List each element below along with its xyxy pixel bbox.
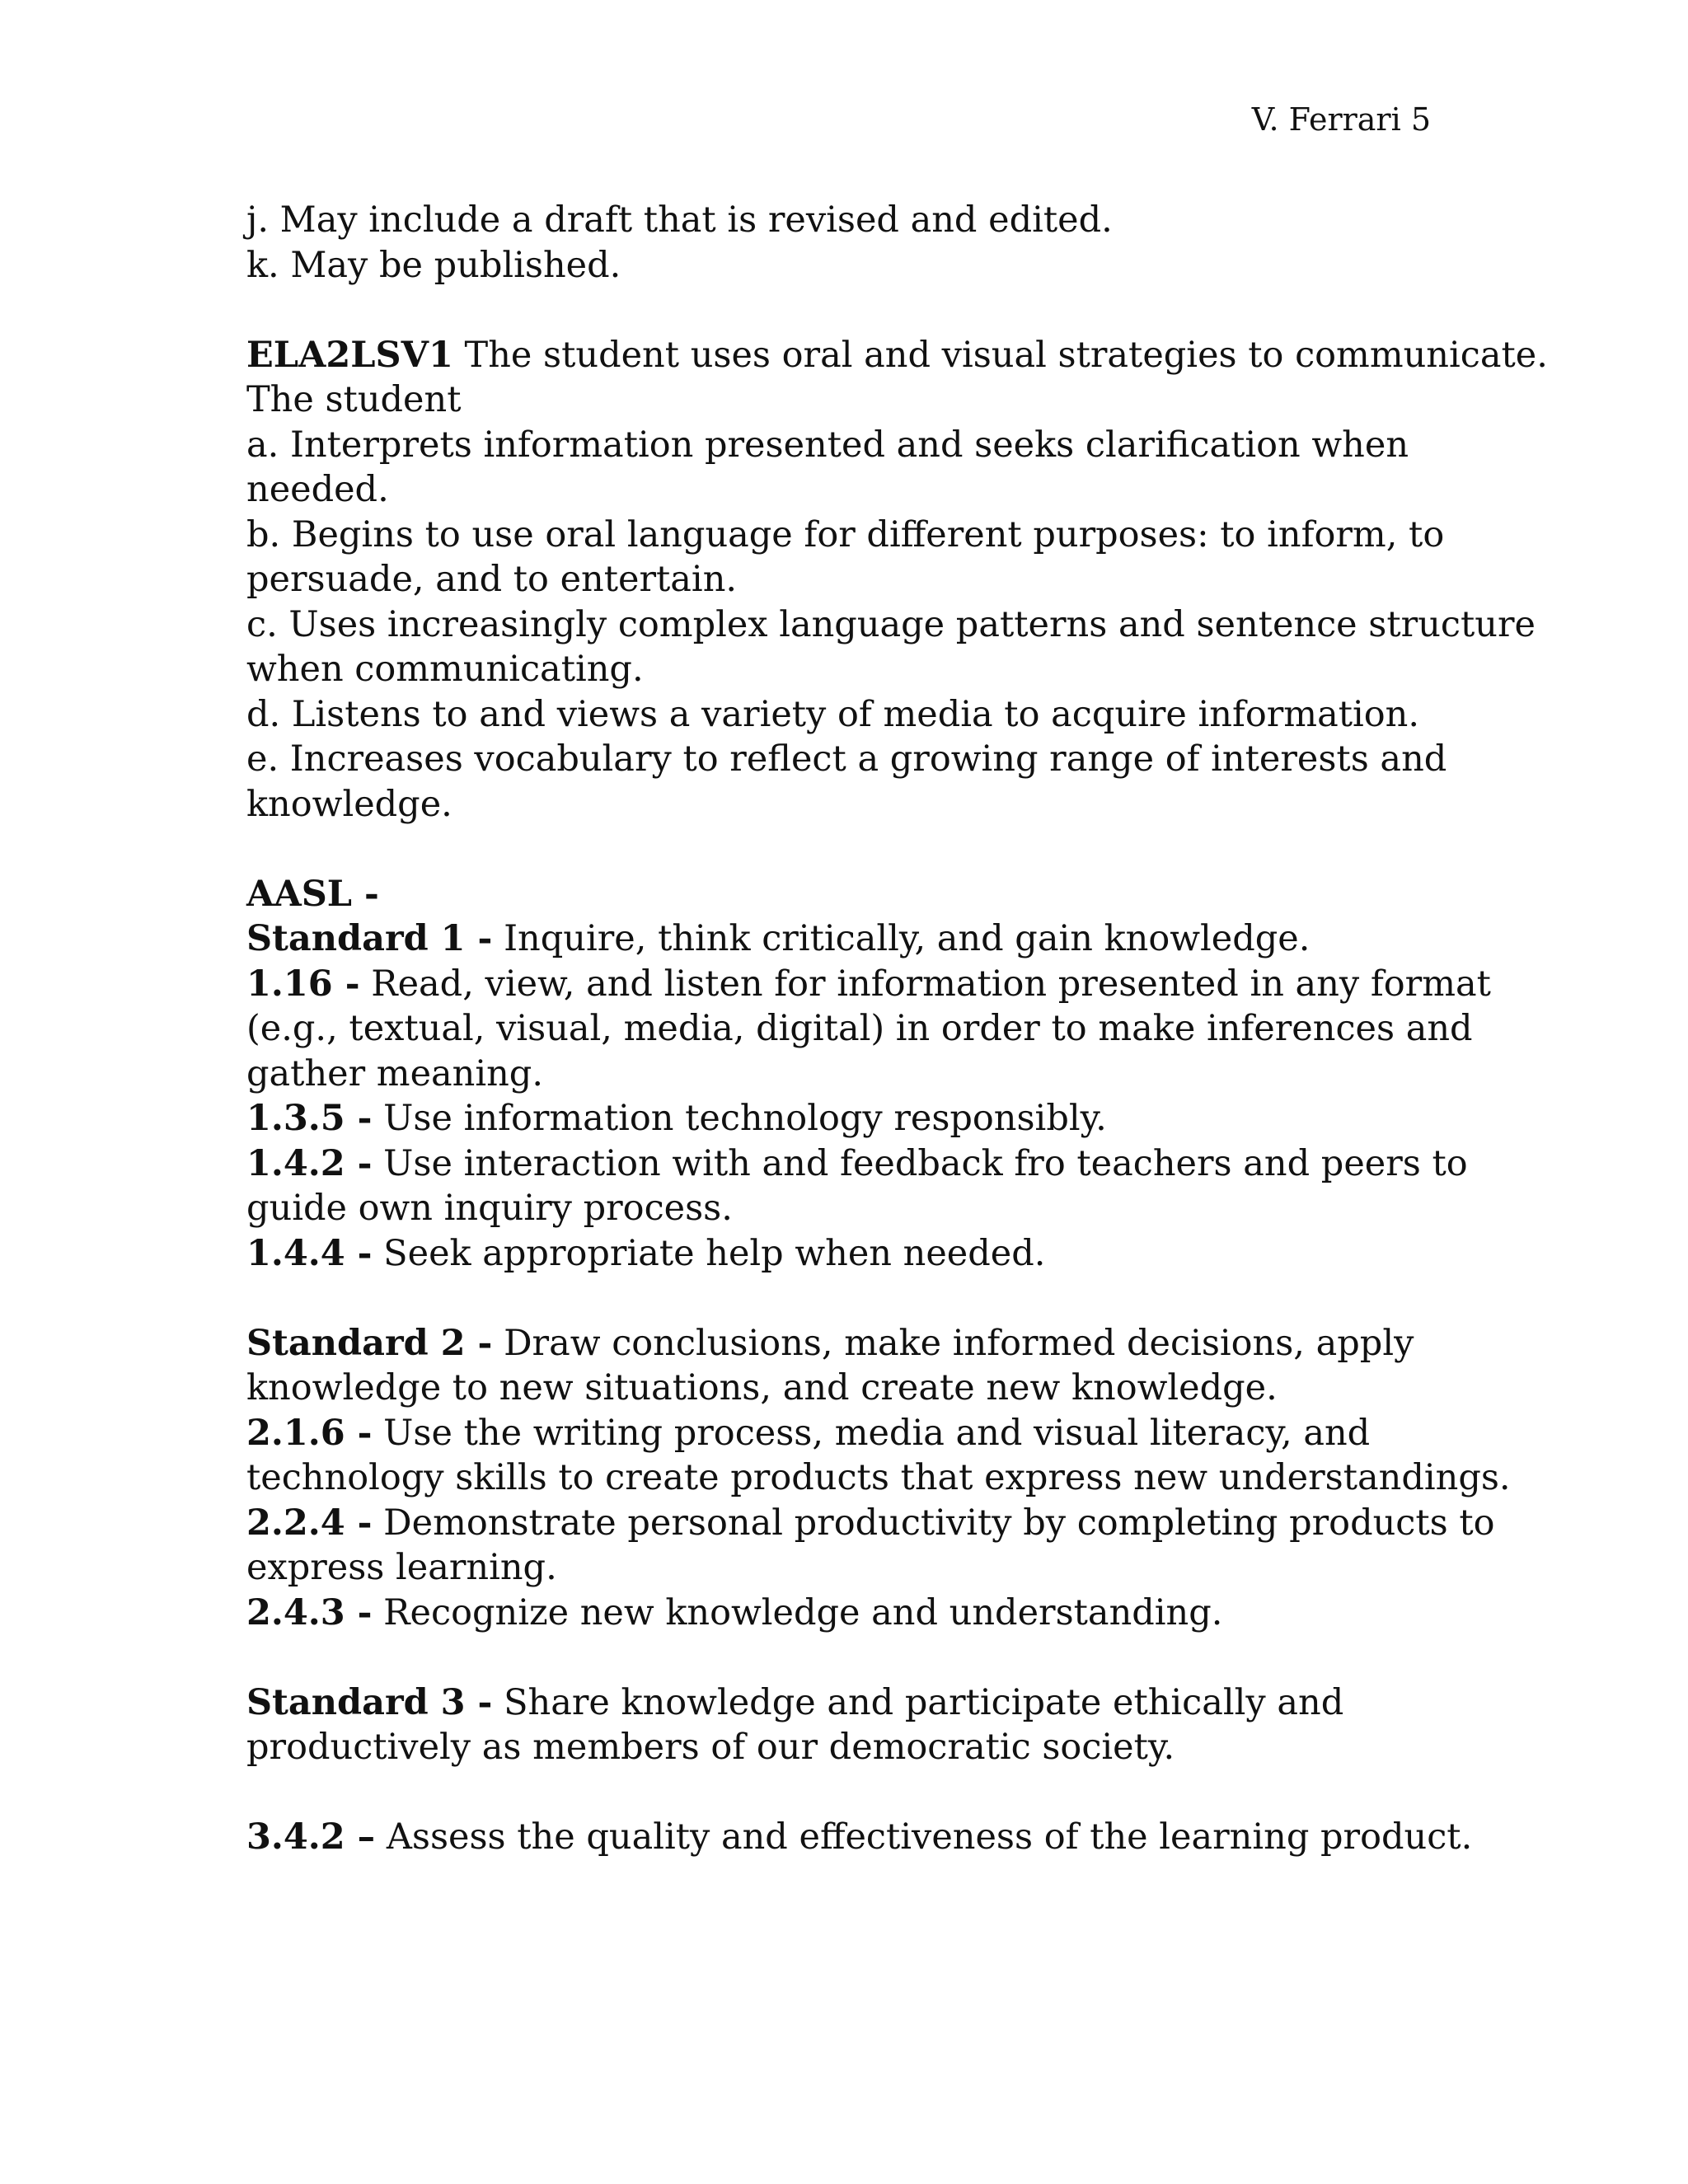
indicator-text: Use information technology responsibly. bbox=[372, 1098, 1107, 1139]
paragraph-gap bbox=[246, 1770, 1450, 1816]
aasl-heading-text: AASL - bbox=[246, 873, 379, 915]
indicator-1-4-4 bbox=[246, 1231, 1450, 1277]
indicator-text: Demonstrate personal productivity by completing products to bbox=[372, 1502, 1495, 1544]
standard-3-text: Share knowledge and participate ethically and bbox=[492, 1681, 1344, 1723]
list-item-j: j. May include a draft that is revised and edited. bbox=[246, 199, 1113, 241]
indicator-text: Assess the quality and effectiveness of the learning product. bbox=[375, 1816, 1473, 1858]
running-header: V. Ferrari 5 bbox=[1251, 101, 1431, 138]
indicator-code: 1.3.5 - bbox=[246, 1098, 373, 1139]
ela-intro-line-2: The student bbox=[246, 379, 462, 420]
ela-item-d: d. Listens to and views a variety of media to acquire information. bbox=[246, 693, 1419, 735]
indicator-1-16-cont: (e.g., textual, visual, media, digital) in order to make inferences and bbox=[246, 1008, 1473, 1049]
standard-1 bbox=[246, 916, 1450, 962]
ela-item-c: c. Uses increasingly complex language patterns and sentence structure bbox=[246, 603, 1536, 645]
paragraph-gap bbox=[246, 288, 1450, 333]
ela-item-e: e. Increases vocabulary to reflect a growing range of interests and bbox=[246, 738, 1447, 780]
indicator-code: 2.1.6 - bbox=[246, 1412, 373, 1454]
indicator-code: 3.4.2 – bbox=[246, 1816, 376, 1858]
standard-3-cont: productively as members of our democratic society. bbox=[246, 1727, 1175, 1768]
standard-1-text: Inquire, think critically, and gain knowledge. bbox=[492, 918, 1311, 959]
ela-item-a-cont: needed. bbox=[246, 469, 389, 510]
indicator-1-4-2 bbox=[246, 1141, 1468, 1187]
indicator-code: 2.4.3 - bbox=[246, 1591, 373, 1633]
indicator-3-4-2 bbox=[246, 1815, 1473, 1860]
paragraph-gap bbox=[246, 1635, 1450, 1680]
indicator-code: 1.16 - bbox=[246, 963, 360, 1005]
indicator-text: Read, view, and listen for information presented in any format bbox=[359, 963, 1491, 1005]
ela-item-c-cont: when communicating. bbox=[246, 649, 644, 690]
standard-2-text: Draw conclusions, make informed decisions, apply bbox=[492, 1322, 1414, 1364]
paragraph-gap bbox=[246, 827, 1450, 872]
standard-2-cont: knowledge to new situations, and create new knowledge. bbox=[246, 1367, 1278, 1408]
indicator-1-16-cont: gather meaning. bbox=[246, 1052, 543, 1094]
ela-item-e-cont: knowledge. bbox=[246, 783, 452, 825]
ela-item-b: b. Begins to use oral language for different purposes: to inform, to bbox=[246, 513, 1445, 555]
indicator-text: Use interaction with and feedback fro teachers and peers to bbox=[372, 1142, 1468, 1184]
ela-item-a: a. Interprets information presented and seeks clarification when bbox=[246, 424, 1409, 466]
standard-1-label: Standard 1 - bbox=[246, 918, 493, 959]
ela-standard-code: ELA2LSV1 bbox=[246, 334, 453, 376]
indicator-2-4-3 bbox=[246, 1591, 1450, 1636]
indicator-code: 1.4.2 - bbox=[246, 1142, 373, 1184]
standard-2 bbox=[246, 1321, 1450, 1366]
indicator-2-1-6 bbox=[246, 1411, 1450, 1456]
aasl-heading bbox=[246, 872, 1450, 917]
indicator-1-16 bbox=[246, 962, 1491, 1007]
indicator-code: 1.4.4 - bbox=[246, 1232, 373, 1274]
indicator-2-2-4 bbox=[246, 1501, 1495, 1546]
indicator-text: Use the writing process, media and visual literacy, and bbox=[372, 1412, 1371, 1454]
standard-2-label: Standard 2 - bbox=[246, 1322, 493, 1364]
standard-3-label: Standard 3 - bbox=[246, 1681, 493, 1723]
ela-standard-description: The student uses oral and visual strategies to communicate. bbox=[452, 334, 1548, 376]
ela-item-b-cont: persuade, and to entertain. bbox=[246, 559, 738, 600]
indicator-2-2-4-cont: express learning. bbox=[246, 1547, 557, 1588]
indicator-code: 2.2.4 - bbox=[246, 1502, 373, 1544]
standard-3 bbox=[246, 1680, 1450, 1726]
indicator-1-4-2-cont: guide own inquiry process. bbox=[246, 1188, 733, 1229]
indicator-text: Seek appropriate help when needed. bbox=[372, 1232, 1046, 1274]
paragraph-gap bbox=[246, 1276, 1450, 1321]
indicator-1-3-5 bbox=[246, 1096, 1450, 1141]
indicator-2-1-6-cont: technology skills to create products that express new understandings. bbox=[246, 1457, 1511, 1498]
ela-standard-intro bbox=[246, 333, 1548, 378]
document-body bbox=[246, 198, 1548, 1860]
indicator-text: Recognize new knowledge and understanding. bbox=[372, 1591, 1223, 1633]
list-item-k: k. May be published. bbox=[246, 244, 621, 286]
